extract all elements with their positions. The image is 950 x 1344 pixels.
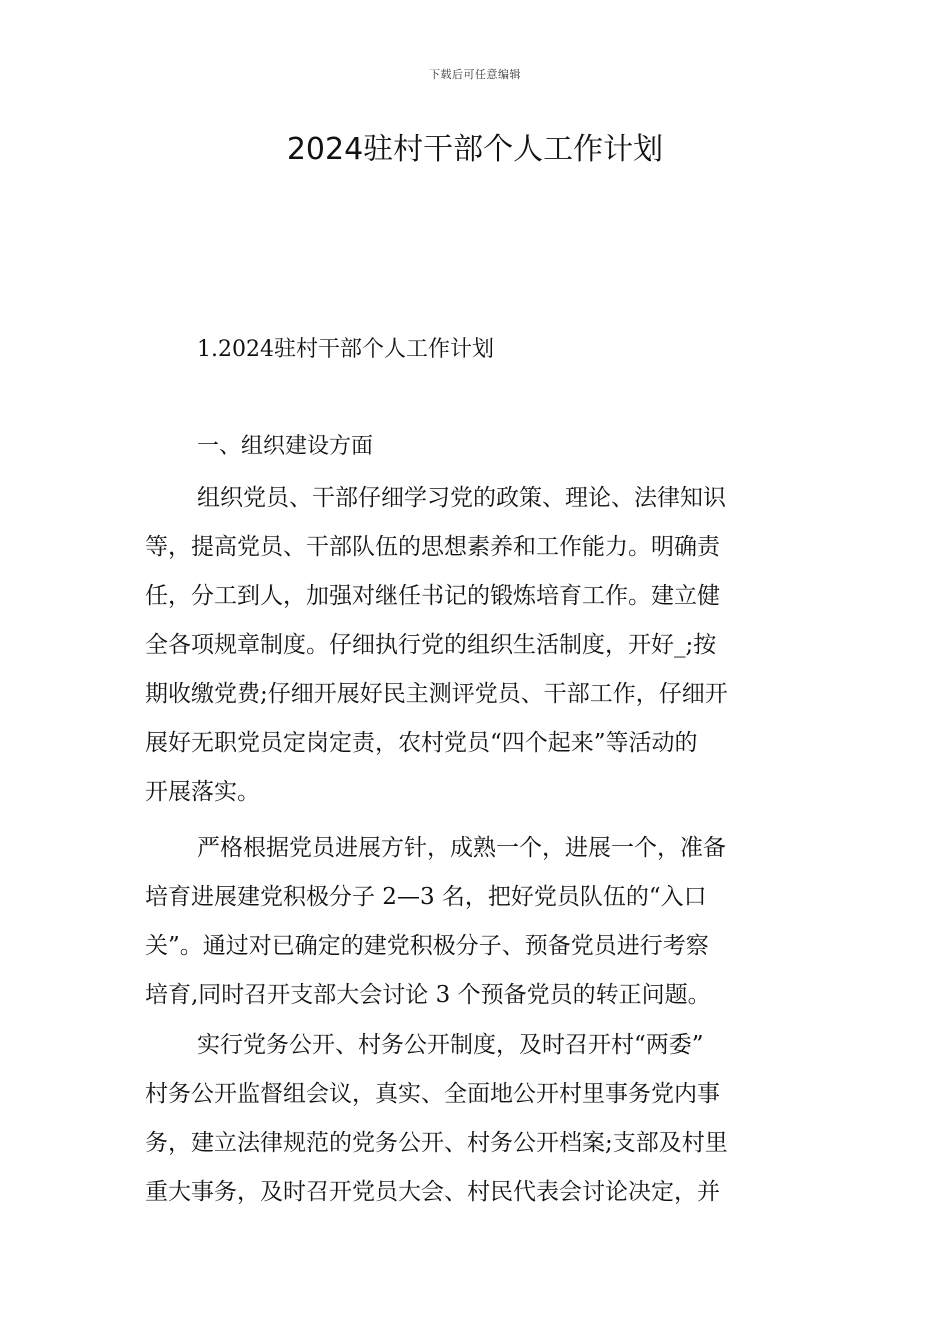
paragraph-line: 任，分工到人，加强对继任书记的锻炼培育工作。建立健 [145, 583, 720, 609]
paragraph-line: 期收缴党费;仔细开展好民主测评党员、干部工作，仔细开 [145, 681, 728, 707]
paragraph-line: 重大事务，及时召开党员大会、村民代表会讨论决定，并 [145, 1179, 720, 1205]
section-title: 1.2024驻村干部个人工作计划 [197, 337, 494, 362]
paragraph-line: 组织党员、干部仔细学习党的政策、理论、法律知识 [197, 485, 726, 511]
paragraph-line: 培育进展建党积极分子 2—3 名，把好党员队伍的“入口 [145, 884, 707, 910]
paragraph-line: 展好无职党员定岗定责，农村党员“四个起来”等活动的 [145, 730, 698, 756]
sub-heading: 一、组织建设方面 [197, 434, 374, 459]
paragraph-line: 等，提高党员、干部队伍的思想素养和工作能力。明确责 [145, 534, 720, 560]
paragraph-line: 培育,同时召开支部大会讨论 3 个预备党员的转正问题。 [145, 982, 711, 1008]
paragraph-line: 实行党务公开、村务公开制度，及时召开村“两委” [197, 1032, 704, 1058]
paragraph-line: 村务公开监督组会议，真实、全面地公开村里事务党内事 [145, 1081, 720, 1107]
paragraph [145, 1021, 807, 1217]
document-title: 2024驻村干部个人工作计划 [286, 132, 664, 167]
paragraph [145, 824, 807, 1020]
paragraph-line: 关”。通过对已确定的建党积极分子、预备党员进行考察 [145, 933, 709, 959]
header-note: 下载后可任意编辑 [429, 68, 521, 81]
paragraph-line: 务，建立法律规范的党务公开、村务公开档案;支部及村里 [145, 1130, 728, 1156]
paragraph-line: 严格根据党员进展方针，成熟一个，进展一个，准备 [197, 835, 726, 861]
paragraph [145, 474, 807, 817]
paragraph-line: 开展落实。 [145, 779, 260, 805]
paragraph-line: 全各项规章制度。仔细执行党的组织生活制度，开好_;按 [145, 632, 717, 658]
